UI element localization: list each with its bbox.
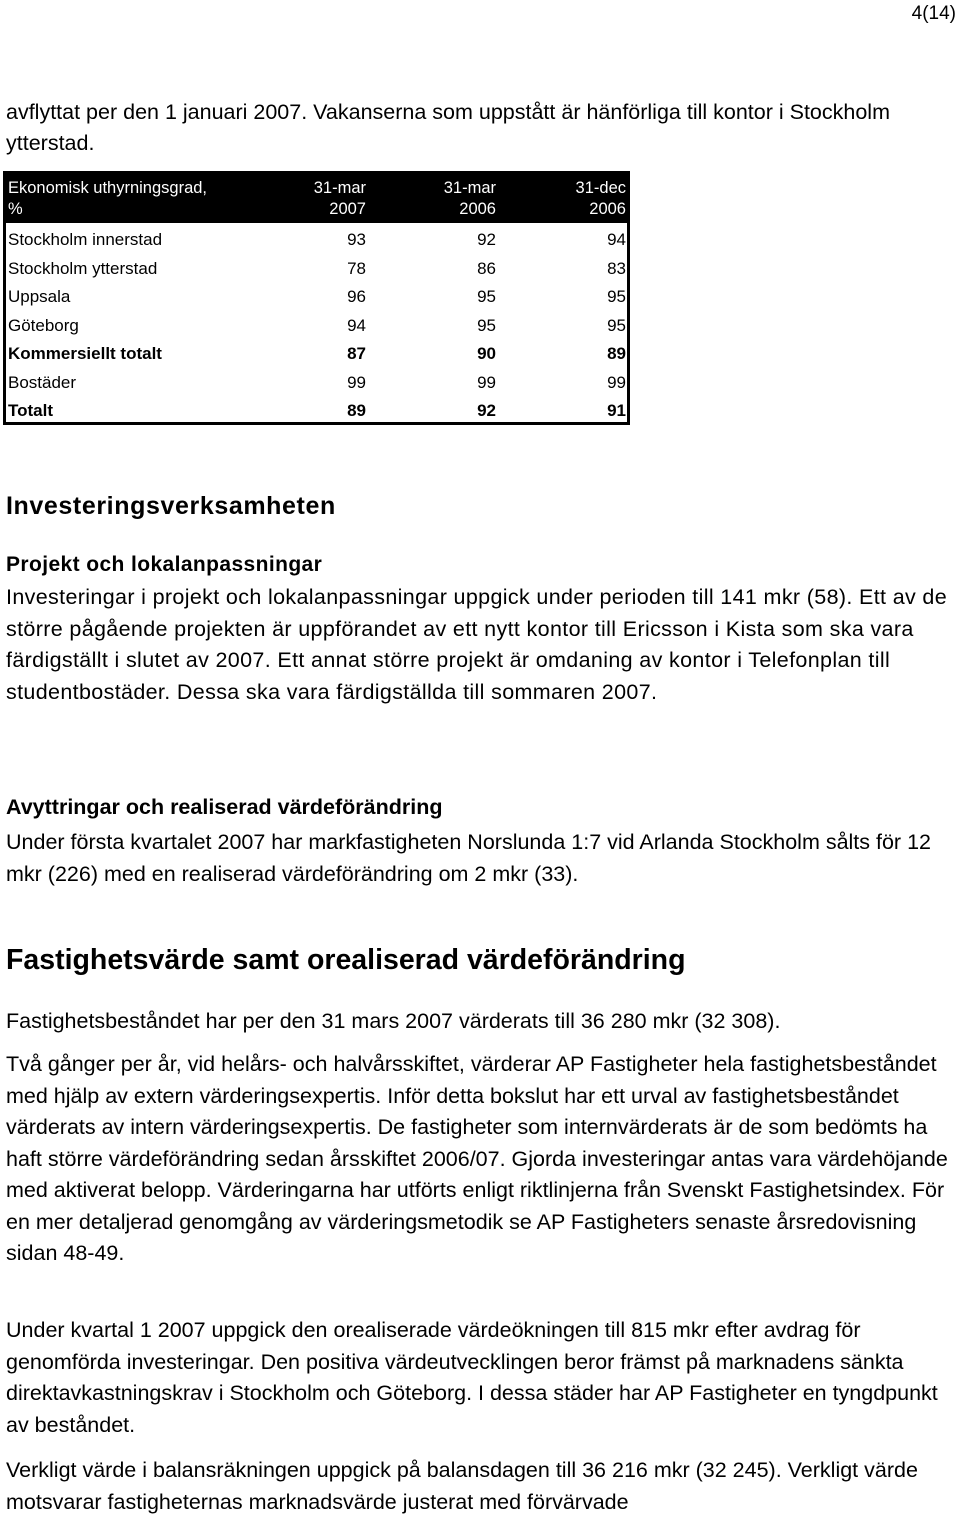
row-value-c1: 96 xyxy=(347,287,366,306)
table-row xyxy=(6,312,627,341)
row-value-c3: 83 xyxy=(607,258,626,278)
table-row xyxy=(6,397,627,426)
row-value-c1: 99 xyxy=(347,372,366,392)
header-col-2: 31-mar 2006 xyxy=(443,179,496,218)
header-col-1: 31-mar 2007 xyxy=(313,179,366,218)
row-label: Kommersiellt totalt xyxy=(8,344,162,363)
row-value-c1: 89 xyxy=(347,401,366,420)
table-row xyxy=(6,369,627,398)
paragraph-avyttringar: Under första kvartalet 2007 har markfastigheten Norslunda 1:7 vid Arlanda Stockholm sålts för 12 mkr (226) med en realiserad värdeförändring om 2 mkr (33). xyxy=(6,830,931,886)
header-label: Ekonomisk uthyrningsgrad, % xyxy=(8,179,208,218)
row-value-c3: 99 xyxy=(607,372,626,392)
row-label: Stockholm ytterstad xyxy=(8,258,158,278)
table-row xyxy=(6,226,627,255)
header-col-3: 31-dec 2006 xyxy=(575,179,626,218)
row-value-c2: 92 xyxy=(477,401,496,420)
table-row xyxy=(6,340,627,369)
table-row xyxy=(6,283,627,312)
row-value-c3: 95 xyxy=(607,287,626,306)
row-label: Göteborg xyxy=(8,315,79,335)
table-body xyxy=(6,226,627,426)
heading-projekt: Projekt och lokalanpassningar xyxy=(6,553,323,576)
row-value-c1: 87 xyxy=(347,344,366,363)
table-header xyxy=(6,174,627,223)
row-value-c1: 94 xyxy=(347,315,366,335)
heading-investering: Investeringsverksamheten xyxy=(6,492,336,520)
paragraph-fastighetsvarde-3: Under kvartal 1 2007 uppgick den orealiserade värdeökningen till 815 mkr efter avdrag för genomförda investeringar. Den positiva värdeutvecklingen beror främst på marknadens sänkta direktavkastningskrav i Stockholm och Göteborg. I dessa städer har AP Fastigheter en tyngdpunkt av beståndet. xyxy=(6,1318,938,1437)
row-label: Stockholm innerstad xyxy=(8,230,163,249)
row-label: Bostäder xyxy=(8,372,77,392)
row-value-c2: 95 xyxy=(477,315,496,335)
paragraph-fastighetsvarde-2: Två gånger per år, vid helårs- och halvårsskiftet, värderar AP Fastigheter hela fastighetsbeståndet med hjälp av extern värderingsexpertis. Inför detta bokslut har ett urval av fastighetsbeståndet värderats av intern värderingsexpertis. De fastigheter som internvärderats är de som bedömts ha haft större värdeförändring sedan årsskiftet 2006/07. Gjorda investeringar antas vara värdehöjande med aktiverat belopp. Värderingarna har utförts enligt riktlinjerna från Svenskt Fastighetsindex. För en mer detaljerad genomgång av värderingsmetodik se AP Fastigheters senaste årsredovisning sidan 48-49. xyxy=(6,1052,948,1265)
row-label: Uppsala xyxy=(8,287,71,306)
row-value-c2: 92 xyxy=(477,230,496,249)
heading-avyttringar: Avyttringar och realiserad värdeförändring xyxy=(6,795,443,819)
occupancy-table xyxy=(3,171,630,425)
paragraph-fastighetsvarde-1: Fastighetsbeståndet har per den 31 mars 2007 värderats till 36 280 mkr (32 308). xyxy=(6,1009,781,1033)
heading-fastighetsvarde: Fastighetsvärde samt orealiserad värdeförändring xyxy=(6,944,686,976)
row-value-c2: 95 xyxy=(477,287,496,306)
row-value-c1: 78 xyxy=(347,258,366,278)
row-value-c3: 95 xyxy=(607,315,626,335)
row-value-c3: 91 xyxy=(607,401,626,420)
intro-paragraph: avflyttat per den 1 januari 2007. Vakanserna som uppstått är hänförliga till kontor i Stockholm ytterstad. xyxy=(6,100,890,155)
row-value-c1: 93 xyxy=(347,230,366,249)
row-value-c3: 94 xyxy=(607,230,626,249)
table-row xyxy=(6,255,627,284)
row-value-c2: 90 xyxy=(477,344,496,363)
paragraph-fastighetsvarde-4: Verkligt värde i balansräkningen uppgick på balansdagen till 36 216 mkr (32 245). Verkligt värde motsvarar fastigheternas marknadsvärde justerat med förvärvade xyxy=(6,1458,918,1514)
row-value-c2: 99 xyxy=(477,372,496,392)
row-label: Totalt xyxy=(8,401,54,420)
row-value-c2: 86 xyxy=(477,258,496,278)
page-number: 4(14) xyxy=(911,3,956,24)
paragraph-projekt: Investeringar i projekt och lokalanpassningar uppgick under perioden till 141 mkr (58). Ett av de större pågående projekten är uppförandet av ett nytt kontor till Ericsson i Kista som ska vara färdigställt i slutet av 2007. Ett annat större projekt är omdaning av kontor i Telefonplan till studentbostäder. Dessa ska vara färdigställda till sommaren 2007. xyxy=(6,585,948,704)
row-value-c3: 89 xyxy=(607,344,626,363)
